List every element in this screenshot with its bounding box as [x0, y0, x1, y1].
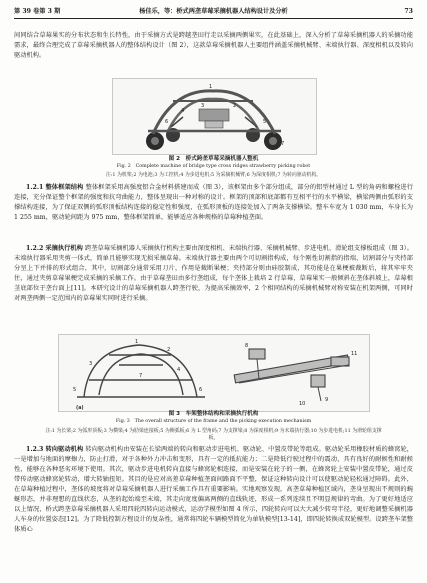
figure-2-caption-en: Fig. 2 Complete machine of bridge type cross ridges strawberry picking robot: [116, 164, 311, 170]
svg-text:3: 3: [201, 103, 205, 109]
section-number: 1.2.1: [26, 184, 44, 191]
section-number: 1.2.3: [26, 446, 44, 453]
intro-paragraph: 间同结合草莓果实的分布状态和生长特性，由于采摘方式是跨越垄田行走以采摘两侧果实，在此基础上，深入分析了草莓采摘机器人的采摘功能需求，最终合理完成了草莓采摘机器人的整体结构设计（图 2），这款草莓采摘机器人主要组件涵盖采摘机械臂、末端执行器、深度相机以及转向驱动机构。: [14, 32, 413, 60]
svg-text:11: 11: [351, 351, 358, 357]
page-header: [14, 6, 413, 19]
section-1-2-3: [14, 445, 413, 535]
figure-2-caption-zh: 图 2 桥式跨垄草莓采摘机器人整机: [168, 156, 259, 162]
running-title: 杨佳乐，等：桥式两垄草莓采摘机器人结构设计及分析: [139, 8, 288, 15]
section-text: 转向驱动机构由安装在长梁两端的转向和驱动步进电机、驱动轮、中置皮带轮等组成。驱动轮采用橡胶材质的蜂窝轮，一是增加与地面的摩擦力，防止打滑，对于各种外力冲击和变形，具有一定的抵抗能力；二是降低行驶过程中的震动，具有良好的耐候性和耐候性，能够在各种恶劣环境下使用。其次，驱动步进电机转向直接与蜂窝轮相连接，而是安装在轮子的一侧，在蜂窝轮上安装中置皮带轮，通过皮带传动驱动蜂窝轮转动，增大转轴扭矩。其目的是应对高差草莓种植垄面间路面不平整，保证这种转向设计可以使驱动轮轻松通过障碍。此外，在草莓种植过程中，垄体的坡度将对草莓采摘机器人进行采摘工作具有重要影响。实地观察发现，高垄草莓种植区域内，垄身呈现出不规则的蜿蜒形态，并非理想的直线状态，从垄的起始端至末端，其走向宽度偏离两侧的直线轨迹，形成一系列连续且不明显规律的弯曲。为了更好地适应以上情况，桥式跨垄草莓采摘机器人采用四轮四转向运动模式，运动学模型如图 4 所示，四轮转向可以大大减少转弯半径，更好地调整采摘机器人车身的位置姿态[12]。为了降低控制方程设计的复杂性，通常将四轮车辆模型简化为单轨模型[13-14]，即四轮转换成双轮模型。设跨垄车架整体质心: [14, 446, 413, 534]
robot-illustration: [113, 79, 316, 154]
section-1-2-1: [14, 183, 413, 223]
svg-text:4: 4: [181, 108, 185, 114]
figure-2-caption: [14, 156, 413, 171]
figure-3-caption-en: Fig. 3 The overall structure of the frame and the picking execution mechanism: [115, 419, 312, 425]
journal-issue: 第 39 卷第 3 期: [14, 8, 61, 15]
svg-text:5: 5: [73, 387, 77, 393]
section-heading: 采摘执行机构: [45, 245, 83, 252]
section-text: 跨垄草莓采摘机器人采摘执行机构主要由深度相机、末端执行器、采摘机械臂、步进电机、滑轮组支撑板组成（图 3）。末端执行器采用夹剪一体式，简单且能够实现无损采摘草莓。末端执行器主要由两个可切割指构成，每个刚性切割指的指端，切割部分与夹持部分呈上下并排的形式组合，其中，切割部分通常采用刀片，作用是裁断果梗；夹持部分则由硅胶制成，其功能是在果梗被裁断后，将其牢牢夹住，通过夹剪草莓果梗完成采摘的采摘工作。由于草莓垄田由多行垄组成，每个垄体上栽培 2 行草莓，草莓果实一般倾斜在垄体斜坡上，草莓根茎底部位于垄台面上[11]。本研究设计的草莓采摘机器人跨垄行驶，为提高采摘效率，2 个相同结构的采摘机械臂对称安装在机架两侧，可同时对两垄两侧一定范围内的草莓果实同时进行采摘。: [14, 245, 413, 303]
svg-text:4: 4: [177, 367, 181, 373]
figure-3-caption-zh: 图 3 车架整体结构和采摘执行机构: [168, 411, 259, 417]
figure-3-sub-label: (a): [76, 406, 84, 411]
figure-3-note: 注:1 为长梁;2 为弧形顶板;3 为横梁;4 为肋梁连接板;5 为侧弧板;6 为 L 型角码;7 为支撑梁;8 为深度相机;9 为末端执行器;10 为步进电机;11 为滑轮组支撑板。: [45, 428, 382, 441]
svg-text:1: 1: [135, 339, 139, 345]
svg-text:6: 6: [165, 119, 169, 125]
svg-text:9: 9: [325, 397, 329, 403]
section-heading: 整体框架结构: [45, 184, 84, 191]
figure-3-caption: [14, 411, 413, 426]
section-number: 1.2.2: [26, 245, 44, 252]
svg-text:1: 1: [209, 84, 213, 90]
svg-text:7: 7: [281, 141, 285, 147]
figure-3-image: [58, 334, 370, 412]
svg-text:3: 3: [89, 361, 93, 367]
section-1-2-2: [14, 244, 413, 304]
section-heading: 转向驱动机构: [45, 446, 84, 453]
svg-text:10: 10: [299, 401, 306, 407]
figure-2-image: [112, 78, 317, 155]
section-text: 整体框架采用高强度铝合金材料搭建而成（图 3），该框架由多个部分组成，部分的铝型材通过 L 型的角码和螺栓进行连接，充分保证整个框架的强度和抗弯曲能力，整体呈现出一种对称的设计。框架的顶部和底部都有互相平行的水平横梁，横梁两侧由弧形的支撑结构连接，为了保证双侧的弧形顶板结构连接的稳定性和强度，在弧形顶板的连接处加入了两条支撑横梁。整车车宽为 1 030 mm，车身长为 1 255 mm，驱动轮间距为 975 mm，整体框架简单，能够适应各种规格的草莓种植垄面。: [14, 184, 413, 222]
svg-text:2: 2: [233, 103, 237, 109]
svg-text:8: 8: [245, 343, 249, 349]
svg-text:5: 5: [263, 119, 267, 125]
svg-text:7: 7: [139, 373, 143, 379]
svg-text:6: 6: [199, 387, 203, 393]
frame-and-mechanism-illustration: [59, 335, 369, 411]
page-number: 73: [404, 8, 413, 15]
svg-text:2: 2: [167, 347, 171, 353]
figure-2-note: 注:1 为机架;2 为电池;3 为工控机;4 为步进电机;5 为采摘机械臂;6 为深度相机;7 为转向驱动机构。: [105, 172, 322, 178]
